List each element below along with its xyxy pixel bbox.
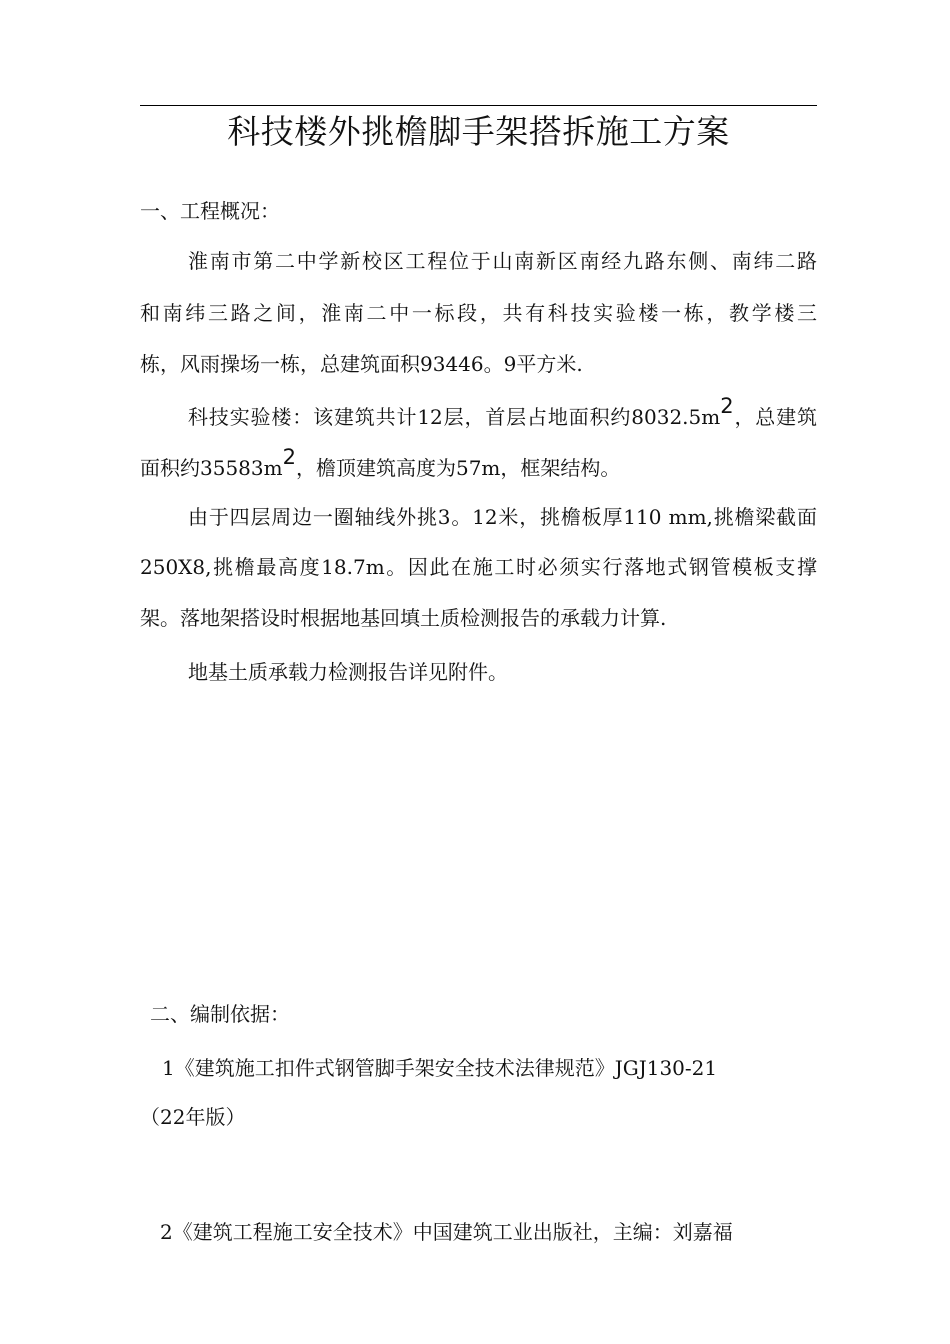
section1-heading: 一、工程概况：	[140, 199, 280, 223]
para3-line2: 250X8,挑檐最高度18.7m。因此在施工时必须实行落地式钢管模板支撑	[140, 555, 817, 579]
superscript-two: 2	[282, 445, 296, 469]
reference-2: 2《建筑工程施工安全技术》中国建筑工业出版社，主编：刘嘉福	[160, 1220, 733, 1244]
reference-1-line2: （22年版）	[140, 1105, 246, 1129]
reference-1-line1: 1《建筑施工扣件式钢管脚手架安全技术法律规范》JGJ130-21	[162, 1056, 718, 1080]
para2-line1	[188, 394, 817, 431]
para2-line1-text-b: ，总建筑	[733, 405, 817, 429]
para1-line2: 和南纬三路之间，淮南二中一标段，共有科技实验楼一栋，教学楼三	[140, 301, 817, 325]
para1-line3: 栋，风雨操场一栋，总建筑面积93446。9平方米.	[140, 352, 583, 376]
para2-line2-text-a: 面积约35583m	[140, 456, 283, 480]
para2-line2	[140, 445, 621, 482]
para3-line1: 由于四层周边一圈轴线外挑3。12米，挑檐板厚110 mm,挑檐梁截面	[188, 505, 817, 529]
para2-line1-text-a: 科技实验楼：该建筑共计12层，首层占地面积约8032.5m	[188, 405, 721, 429]
para1-line1: 淮南市第二中学新校区工程位于山南新区南经九路东侧、南纬二路	[188, 249, 817, 273]
para2-line2-text-b: ，檐顶建筑高度为57m，框架结构。	[295, 456, 621, 480]
para4: 地基土质承载力检测报告详见附件。	[188, 660, 508, 684]
superscript-two: 2	[720, 394, 734, 418]
document-title: 科技楼外挑檐脚手架搭拆施工方案	[227, 112, 730, 151]
header-rule	[140, 105, 817, 106]
section2-heading: 二、编制依据：	[150, 1002, 290, 1026]
para3-line3: 架。落地架搭设时根据地基回填土质检测报告的承载力计算.	[140, 606, 667, 630]
